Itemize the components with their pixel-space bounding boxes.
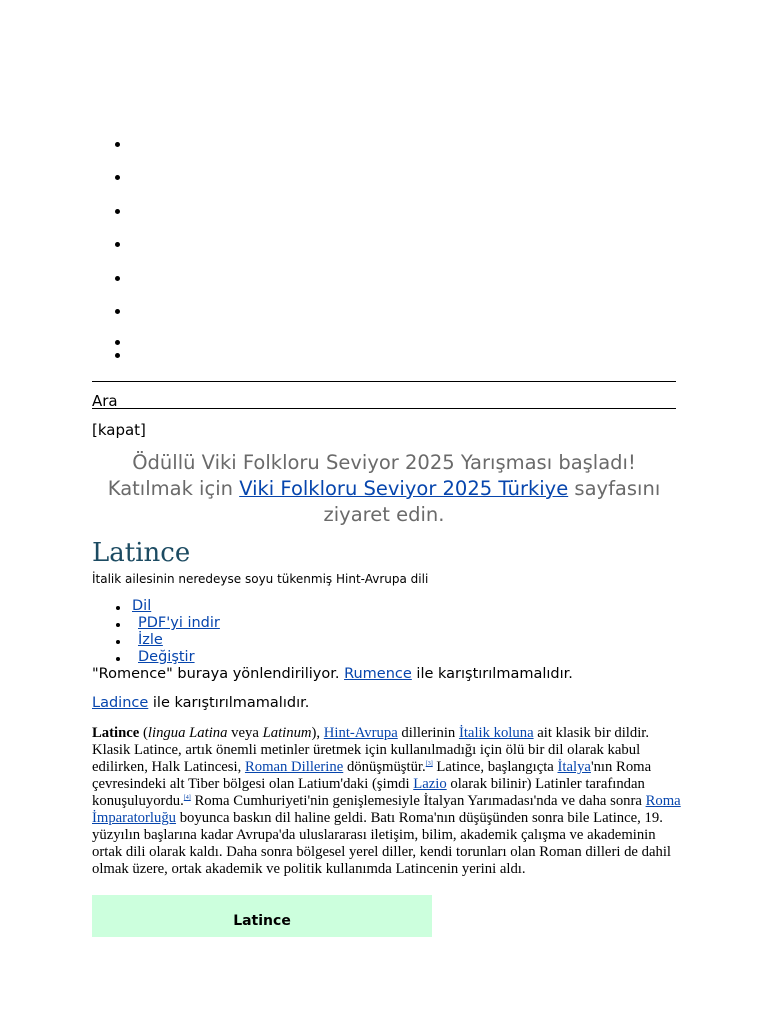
download-pdf-link[interactable]: PDF'yi indir xyxy=(138,615,220,631)
roman-dillerine-link[interactable]: Roman Dillerine xyxy=(244,759,344,775)
close-notice-link[interactable]: [kapat] xyxy=(92,421,146,439)
intro-italic: lingua Latina xyxy=(147,725,228,741)
intro-text: 'nın Roma çevresindeki alt Tiber bölgesi olan Latium'daki (şimdi xyxy=(92,759,652,792)
notice-link[interactable]: Viki Folkloru Seviyor 2025 Türkiye xyxy=(239,477,569,500)
hint-avrupa-link[interactable]: Hint-Avrupa xyxy=(323,725,398,741)
menu-item[interactable] xyxy=(92,305,122,319)
reference-3 xyxy=(426,761,433,767)
intro-text: Roma Cumhuriyeti'nin genişlemesiyle İtalyan Yarımadası'nda ve daha sonra xyxy=(190,793,646,809)
site-notice xyxy=(92,450,676,528)
notice-line: Ödüllü Viki Folkloru Seviyor 2025 Yarışması başladı! xyxy=(132,451,636,474)
reference-4 xyxy=(184,795,191,801)
ladince-link[interactable]: Ladince xyxy=(92,695,149,711)
language-link[interactable]: Dil xyxy=(132,598,152,614)
action-edit xyxy=(92,649,195,666)
notice-suffix: sayfasını ziyaret edin. xyxy=(323,477,661,526)
intro-text: ( xyxy=(139,725,148,741)
search-label[interactable]: Ara xyxy=(92,392,118,410)
menu-item[interactable] xyxy=(92,238,122,252)
lazio-link[interactable]: Lazio xyxy=(413,776,447,792)
action-download-pdf xyxy=(92,615,220,632)
notice-line xyxy=(92,476,676,528)
intro-text: ), xyxy=(311,725,324,741)
intro-text: veya xyxy=(227,725,263,741)
menu-item[interactable] xyxy=(92,171,122,185)
edit-link[interactable]: Değiştir xyxy=(138,649,195,665)
hatnote-text: ile karıştırılmamalıdır. xyxy=(416,666,573,682)
infobox-header xyxy=(92,895,432,937)
intro-text: boyunca baskın dil haline geldi. Batı Roma'nın düşüşünden sonra bile Latince, 19. yüzyılın başlarına kadar Avrupa'da uluslararası iletişim, bilim, akademik çalışma ve akademinin ortak dili olarak kaldı. Daha sonra bölgesel yerel diller, kendi torunları olan Roman dilleri de dahil olmak üzere, ortak akademik ve politik kullanımda Latincenin yerini aldı. xyxy=(92,810,671,877)
action-watch xyxy=(92,632,163,649)
menu-item[interactable] xyxy=(92,205,122,219)
intro-paragraph xyxy=(92,725,682,878)
intro-text: olarak bilinir) Latinler tarafından konuşuluyordu. xyxy=(92,776,645,809)
hatnote-romence xyxy=(92,665,676,684)
intro-text: dillerinin xyxy=(397,725,459,741)
hatnote-ladince xyxy=(92,694,676,713)
italya-link[interactable]: İtalya xyxy=(557,759,591,775)
action-language xyxy=(92,598,151,615)
intro-italic: Latinum xyxy=(262,725,312,741)
hatnote-text: ile karıştırılmamalıdır. xyxy=(152,695,310,711)
menu-item[interactable] xyxy=(92,138,122,152)
intro-text: Latince, başlangıçta xyxy=(432,759,558,775)
rumence-link[interactable]: Rumence xyxy=(344,666,412,682)
menu-item[interactable] xyxy=(92,336,122,350)
intro-text: dönüşmüştür. xyxy=(343,759,426,775)
intro-text: ait klasik bir dildir. Klasik Latince, artık önemli metinler üretmek için kullanılmadığı için ölü bir dil olarak kabul edilirken, Halk Latincesi, xyxy=(92,725,650,775)
term-bold: Latince xyxy=(92,725,140,741)
reference-link[interactable]: [4] xyxy=(183,795,191,801)
hatnote-text: "Romence" buraya yönlendiriliyor. xyxy=(92,666,340,682)
page-title: Latince xyxy=(92,538,191,568)
divider xyxy=(92,381,676,382)
notice-prefix: Katılmak için xyxy=(107,477,233,500)
infobox-title: Latince xyxy=(233,913,291,929)
page-subtitle: İtalik ailesinin neredeyse soyu tükenmiş Hint-Avrupa dili xyxy=(92,572,429,586)
menu-item[interactable] xyxy=(92,272,122,286)
reference-link[interactable]: [3] xyxy=(425,761,433,767)
roma-imparatorlugu-link[interactable]: Roma İmparatorluğu xyxy=(92,793,681,826)
menu-item[interactable] xyxy=(92,349,122,363)
watch-link[interactable]: İzle xyxy=(138,632,163,648)
italik-koluna-link[interactable]: İtalik koluna xyxy=(458,725,534,741)
search-input[interactable] xyxy=(92,408,676,409)
